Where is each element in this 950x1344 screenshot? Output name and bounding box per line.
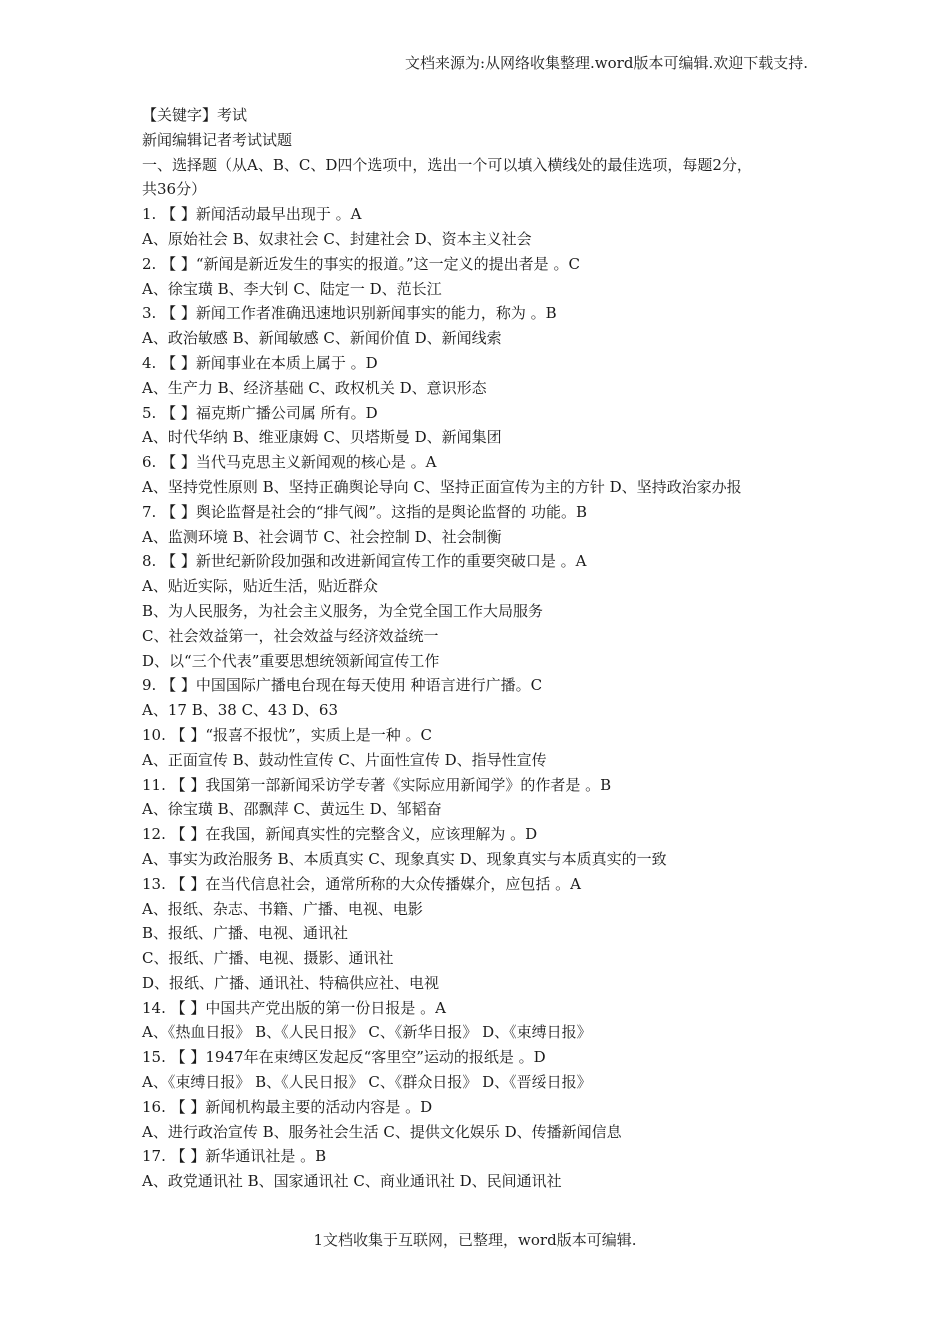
document-title: 新闻编辑记者考试试题 (142, 130, 293, 149)
question-options: A、政治敏感 B、新闻敏感 C、新闻价值 D、新闻线索 (142, 329, 502, 348)
question-options: A、正面宣传 B、鼓动性宣传 C、片面性宣传 D、指导性宣传 (142, 750, 547, 769)
question-stem: 3. 【 】新闻工作者准确迅速地识别新闻事实的能力，称为 。B (142, 304, 557, 323)
question-stem: 7. 【 】舆论监督是社会的“排气阀”。这指的是舆论监督的 功能。B (142, 502, 587, 521)
question-stem: 5. 【 】福克斯广播公司属 所有。D (142, 403, 378, 422)
keyword-line: 【关键字】考试 (142, 106, 248, 124)
question-options: A、政党通讯社 B、国家通讯社 C、商业通讯社 D、民间通讯社 (142, 1172, 562, 1191)
question-stem: 14. 【 】中国共产党出版的第一份日报是 。A (142, 998, 446, 1017)
question-options: A、《热血日报》 B、《人民日报》 C、《新华日报》 D、《束缚日报》 (142, 1023, 592, 1042)
question-stem: 16. 【 】新闻机构最主要的活动内容是 。D (142, 1097, 433, 1116)
question-options: A、时代华纳 B、维亚康姆 C、贝塔斯曼 D、新闻集团 (142, 428, 502, 447)
question-options: A、徐宝璜 B、李大钊 C、陆定一 D、范长江 (142, 279, 442, 298)
question-stem: 10. 【 】“报喜不报忧”，实质上是一种 。C (142, 725, 432, 744)
question-options: C、报纸、广播、电视、摄影、通讯社 (142, 949, 394, 968)
question-options: D、报纸、广播、通讯社、特稿供应社、电视 (142, 973, 440, 992)
question-options: A、报纸、杂志、书籍、广播、电视、电影 (142, 899, 423, 918)
question-stem: 12. 【 】在我国，新闻真实性的完整含义，应该理解为 。D (142, 825, 538, 844)
question-stem: 11. 【 】我国第一部新闻采访学专著《实际应用新闻学》的作者是 。B (142, 775, 612, 794)
question-stem: 1. 【 】新闻活动最早出现于 。A (142, 205, 362, 224)
question-options: A、事实为政治服务 B、本质真实 C、现象真实 D、现象真实与本质真实的一致 (142, 849, 667, 868)
question-stem: 13. 【 】在当代信息社会，通常所称的大众传播媒介，应包括 。A (142, 874, 581, 893)
question-options: A、监测环境 B、社会调节 C、社会控制 D、社会制衡 (142, 527, 502, 546)
question-options: A、进行政治宣传 B、服务社会生活 C、提供文化娱乐 D、传播新闻信息 (142, 1122, 622, 1141)
question-options: A、生产力 B、经济基础 C、政权机关 D、意识形态 (142, 378, 487, 397)
question-stem: 17. 【 】新华通讯社是 。B (142, 1147, 327, 1166)
question-stem: 15. 【 】1947年在束缚区发起反“客里空”运动的报纸是 。D (142, 1048, 546, 1067)
question-options: D、以“三个代表”重要思想统领新闻宣传工作 (142, 651, 440, 670)
question-stem: 9. 【 】中国国际广播电台现在每天使用 种语言进行广播。C (142, 676, 543, 695)
question-stem: 4. 【 】新闻事业在本质上属于 。D (142, 353, 378, 372)
footer-note: 1文档收集于互联网，已整理，word版本可编辑. (313, 1231, 637, 1249)
header-note: 文档来源为:从网络收集整理.word版本可编辑.欢迎下载支持. (404, 54, 808, 72)
section-heading: 一、选择题（从A、B、C、D四个选项中，选出一个可以填入横线处的最佳选项，每题2分， (142, 155, 752, 174)
question-options: B、报纸、广播、电视、通讯社 (142, 924, 349, 943)
question-list (142, 202, 822, 1194)
question-stem: 6. 【 】当代马克思主义新闻观的核心是 。A (142, 453, 437, 472)
question-options: A、17 B、38 C、43 D、63 (142, 701, 339, 720)
question-options: B、为人民服务，为社会主义服务，为全党全国工作大局服务 (142, 601, 544, 620)
question-options: A、贴近实际，贴近生活，贴近群众 (142, 577, 378, 596)
question-options: A、徐宝璜 B、邵飘萍 C、黄远生 D、邹韬奋 (142, 800, 442, 819)
question-stem: 8. 【 】新世纪新阶段加强和改进新闻宣传工作的重要突破口是 。A (142, 552, 587, 571)
question-options: C、社会效益第一，社会效益与经济效益统一 (142, 626, 439, 645)
question-options: A、坚持党性原则 B、坚持正确舆论导向 C、坚持正面宣传为主的方针 D、坚持政治家办报 (142, 477, 742, 496)
question-stem: 2. 【 】“新闻是新近发生的事实的报道。”这一定义的提出者是 。C (142, 254, 580, 273)
document-body (142, 103, 822, 1194)
question-options: A、《束缚日报》 B、《人民日报》 C、《群众日报》 D、《晋绥日报》 (142, 1073, 592, 1092)
question-options: A、原始社会 B、奴隶社会 C、封建社会 D、资本主义社会 (142, 229, 532, 248)
section-heading-cont: 共36分） (142, 180, 207, 199)
